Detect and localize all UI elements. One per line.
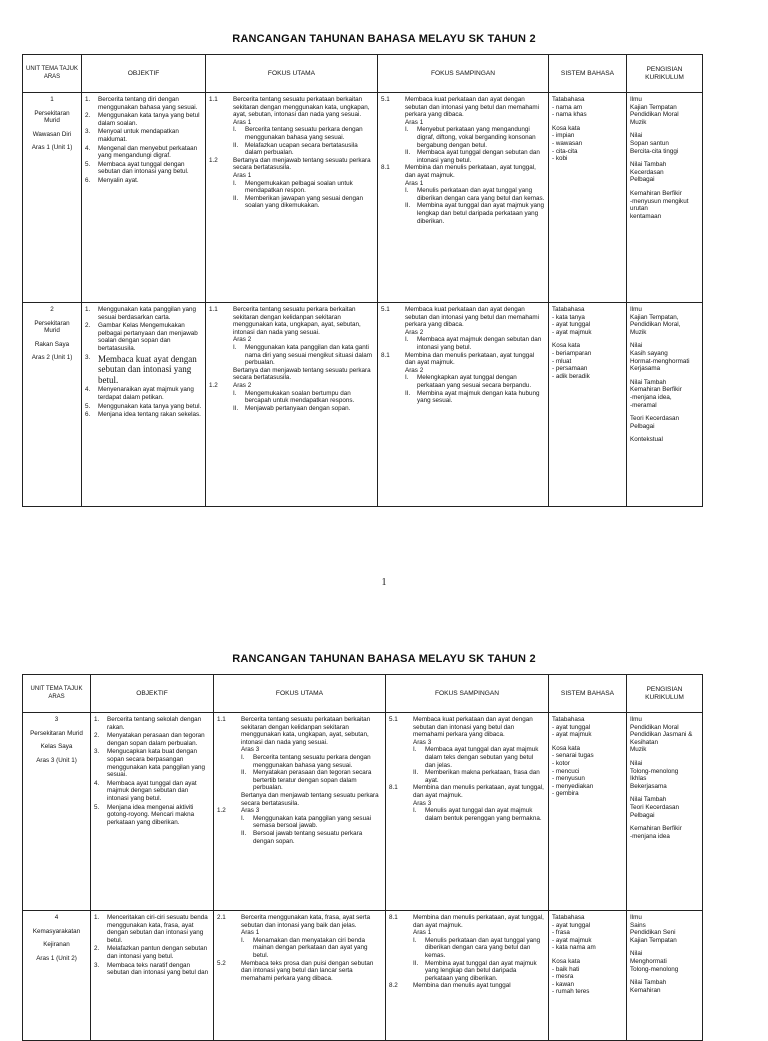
text-line: - ayat tunggal	[552, 723, 591, 731]
text-line: Kemahiran Berfikir	[630, 189, 682, 197]
sub-number: II.	[413, 959, 419, 967]
objektif-list	[94, 716, 210, 826]
unit-line: Kejiranan	[43, 941, 70, 949]
text-line: Nilai Tambah	[630, 979, 667, 987]
sub-text: Menggunakan kata panggilan dan kata ganti nama diri yang sesuai mengikut situasi dalam perbualan.	[245, 343, 373, 367]
clause-number: 8.1	[381, 351, 390, 359]
sub-text: Bercerita tentang sesuatu perkara dengan menggunakan bahasa yang sesuai.	[253, 753, 371, 769]
objektif-cell	[91, 713, 214, 911]
unit-line: Kemasyarakatan	[32, 927, 81, 935]
clause-text: Membaca kuat perkataan dan ayat dengan sebutan dan intonasi yang betul dan memahami perkara yang dibaca.	[405, 306, 540, 329]
sub-number: I.	[233, 389, 237, 397]
clause-number: 5.1	[381, 306, 390, 313]
sub-number: I.	[413, 807, 417, 815]
text-line: - kotor	[552, 759, 570, 767]
text-line: -meramal	[630, 401, 657, 409]
text-line: Aras 1	[233, 118, 252, 126]
sub-text: Menulis perkataan dan ayat tunggal yang diberikan dengan cara yang betul dan kemas.	[417, 187, 545, 202]
text-line: Sopan santun	[630, 139, 669, 147]
text-line: - mesra	[552, 973, 574, 981]
objektif-cell	[91, 911, 214, 1041]
text-line: - nama khas	[552, 111, 587, 119]
text-line	[389, 914, 545, 929]
text-line: Menghormati	[630, 957, 667, 965]
text-line	[217, 960, 382, 983]
sub-text: Bersoal jawab tentang sesuatu perkara dengan sopan.	[253, 829, 363, 845]
text-line: Teori Kecerdasan	[630, 415, 680, 423]
text-line: Pendidikan Jasmani & Kesihatan	[630, 731, 693, 746]
item-number: 2.	[85, 322, 91, 330]
text-line: Muzik	[630, 746, 647, 754]
text-line: Bertanya dan menjawab tentang sesuatu perkara secara bertatasusila.	[233, 366, 371, 382]
sub-text: Melafazkan ucapan secara bertatasusila dalam perbualan.	[245, 141, 358, 157]
text-line: - adik beradik	[552, 372, 590, 380]
text-line: - senarai tugas	[552, 752, 594, 760]
text-line	[217, 716, 382, 746]
text-line: Sains	[630, 921, 646, 929]
table-row	[23, 911, 703, 1041]
item-number: 5.	[85, 402, 91, 410]
header-pengisian: PENGISIAN KURIKULUM	[627, 675, 703, 713]
clause-number: 1.2	[217, 807, 226, 815]
sub-number: I.	[241, 753, 245, 761]
sub-number: II.	[241, 769, 247, 777]
sub-number: II.	[233, 404, 239, 412]
clause-number: 8.2	[389, 982, 398, 990]
clause-text: Membina dan menulis perkataan, ayat tunggal, dan ayat majmuk.	[405, 164, 536, 179]
sub-number: I.	[405, 336, 409, 344]
header-objektif: OBJEKTIF	[91, 675, 214, 713]
unit-line: 3	[54, 716, 59, 723]
text-line: - ayat tunggal	[552, 921, 591, 929]
text-line: - persamaan	[552, 365, 588, 373]
list-item	[94, 962, 210, 977]
text-line	[389, 716, 545, 739]
text-line: Kosa kata	[552, 957, 581, 965]
text-line: - gembira	[552, 790, 579, 798]
item-number: 5.	[94, 803, 100, 811]
text-line: Aras 2	[233, 336, 252, 344]
clause-number: 8.1	[381, 164, 390, 172]
text-line: - ayat majmuk	[552, 936, 592, 944]
unit-cell	[23, 713, 91, 911]
text-line: Nilai Tambah	[630, 161, 667, 169]
clause-text: Bercerita tentang sesuatu perkataan berkaitan sekitaran dengan kelidanpan sekitaran menggunakan kata, ungkapan, ayat, sebutan, intonasi dan nada yang sesuai.	[241, 716, 371, 746]
text-line: Ilmu	[630, 914, 642, 921]
text-line	[389, 982, 545, 990]
text-line: Pendidikan Moral	[630, 723, 679, 731]
item-text: Melafazkan pantun dengan sebutan dan intonasi yang betul.	[107, 945, 208, 960]
fokus-sampingan-cell	[386, 713, 549, 911]
clause-text: Membina dan menulis perkataan, ayat tunggal, dan ayat majmuk.	[413, 914, 544, 929]
text-line: Pendidikan Seni	[630, 929, 676, 937]
text-line: Ilmu	[630, 716, 642, 723]
table-row	[23, 713, 703, 911]
text-line: Nilai	[630, 342, 643, 350]
header-pengisian: PENGISIAN KURIKULUM	[627, 55, 703, 93]
text-line	[217, 830, 382, 845]
item-text: Menggunakan kata tanya yang betul.	[98, 402, 202, 410]
list-item	[94, 804, 210, 827]
item-number: 3.	[94, 961, 100, 969]
text-line: Pelbagai	[630, 422, 655, 430]
text-line: Ikhlas	[630, 775, 647, 783]
clause-number: 1.1	[217, 716, 226, 723]
sub-number: I.	[413, 936, 417, 944]
item-number: 1.	[94, 716, 100, 723]
list-item	[94, 945, 210, 960]
sub-number: II.	[241, 829, 247, 837]
clause-text: Bercerita tentang sesuatu perkataan berkaitan sekitaran dengan menggunakan kata, ungkapan, ayat, sebutan, intonasi dan nada yang sesuai.	[233, 96, 370, 119]
unit-line: Aras 3 (Unit 1)	[36, 756, 77, 764]
text-line: - mluat	[552, 357, 572, 365]
item-number: 1.	[85, 306, 91, 313]
text-line: Aras 2	[405, 328, 424, 336]
text-line: Pendidikan Moral	[630, 111, 679, 119]
item-number: 4.	[85, 144, 91, 152]
text-line: Kosa kata	[552, 342, 581, 350]
objektif-list	[94, 914, 210, 977]
text-line: Kosa kata	[552, 124, 581, 132]
item-number: 1.	[94, 914, 100, 921]
list-item	[94, 732, 210, 747]
text-line: Bercita-cita tinggi	[630, 147, 679, 155]
text-line: - mencuci	[552, 767, 580, 775]
unit-line: 2	[50, 306, 54, 313]
text-line: Pelbagai	[630, 811, 655, 819]
clause-number: 1.2	[209, 156, 218, 164]
sub-number: I.	[233, 343, 237, 351]
clause-number: 1.1	[209, 96, 218, 103]
text-line: Aras 1	[241, 929, 260, 937]
sub-text: Bercerita tentang sesuatu perkara dengan menggunakan bahasa yang sesuai.	[245, 126, 363, 141]
item-text: Membaca kuat ayat dengan sebutan dan intonasi yang betul.	[98, 353, 197, 385]
sub-text: Melengkapkan ayat tunggal dengan perkataan yang sesuai secara berpandu.	[417, 374, 532, 389]
clause-text: Membina dan menulis perkataan, ayat tunggal, dan ayat majmuk.	[413, 784, 544, 799]
clause-text: Bercerita tentang sesuatu perkara berkaitan sekitaran dengan kelidanpan sekitaran menggunakan kata, ungkapan, ayat, sebutan, intonasi dan nada yang sesuai.	[233, 306, 361, 336]
list-item	[94, 716, 210, 731]
sub-text: Menulis ayat tunggal dan ayat majmuk dalam bentuk perenggan yang bermakna.	[425, 807, 542, 822]
text-line	[389, 784, 545, 799]
sub-text: Membina ayat tunggal dan ayat majmuk yang lengkap dan betul daripada perkataan yang diberikan.	[417, 202, 545, 225]
text-line: Teori Kecerdasan	[630, 803, 680, 811]
text-line	[389, 807, 545, 822]
sub-number: I.	[241, 936, 245, 944]
item-text: Menceritakan ciri-ciri sesuatu benda menggunakan kata, frasa, ayat dengan sebutan dan intonasi yang betul.	[107, 914, 208, 944]
sub-number: II.	[233, 141, 239, 149]
clause-text: Membina dan menulis perkataan, ayat tunggal dan ayat majmuk.	[405, 351, 535, 367]
text-line: - frasa	[552, 929, 570, 937]
sub-text: Memberikan makna perkataan, frasa dan ayat.	[425, 769, 540, 784]
sub-text: Mengemukakan soalan bertumpu dan bercapah untuk mendapatkan respons.	[245, 389, 355, 405]
item-text: Mengucapkan kata buat dengan sopan secara berpasangan menggunakan kata panggilan yang sesuai.	[107, 748, 206, 779]
fokus-utama-cell	[214, 713, 386, 911]
clause-number: 8.1	[389, 784, 398, 792]
sub-text: Membaca ayat tunggal dengan sebutan dan intonasi yang betul.	[417, 149, 540, 164]
sub-text: Membaca ayat majmuk dengan sebutan dan intonasi yang betul.	[417, 336, 542, 351]
text-line: Kasih sayang	[630, 349, 668, 357]
sub-text: Membina ayat tunggal dan ayat majmuk yang lengkap dan betul daripada perkataan yang diberikan.	[425, 959, 537, 982]
item-text: Bercerita tentang diri dengan menggunakan bahasa yang sesuai.	[98, 96, 198, 111]
sub-number: I.	[405, 126, 409, 134]
clause-text: Membina dan menulis ayat tunggal	[413, 982, 511, 990]
text-line	[389, 960, 545, 983]
text-line: Bekerjasama	[630, 782, 667, 790]
header-unit: UNIT TEMA TAJUK ARAS	[23, 675, 91, 713]
clause-number: 8.1	[389, 914, 398, 921]
text-line: Tatabahasa	[552, 914, 585, 921]
text-line: - kata nama am	[552, 944, 596, 952]
header-fokus-sampingan: FOKUS SAMPINGAN	[378, 55, 549, 93]
clause-text: Membaca teks prosa dan puisi dengan sebutan dan intonasi yang betul dan lancar serta memahami perkara yang dibaca.	[241, 959, 374, 982]
clause-text: Bertanya dan menjawab tentang sesuatu perkara secara bertatasusila.	[233, 156, 371, 172]
unit-line: Aras 2 (Unit 1)	[31, 354, 73, 362]
sub-text: Menggunakan kata panggilan yang sesuai semasa bersoal jawab.	[253, 814, 371, 830]
unit-line: Kelas Saya	[40, 743, 73, 751]
fokus-utama-cell	[214, 911, 386, 1041]
text-line: Kemahiran	[630, 986, 661, 994]
item-number: 4.	[94, 779, 100, 787]
text-line: - beriamparan	[552, 349, 592, 357]
text-line: Kontekstual	[630, 436, 663, 444]
header-sistem-bahasa: SISTEM BAHASA	[549, 55, 627, 93]
text-line: - ayat tunggal	[552, 321, 591, 329]
text-line: - baik hati	[552, 965, 580, 973]
item-text: Membaca ayat tunggal dengan sebutan dan intonasi yang betul.	[98, 160, 189, 176]
header-row	[23, 675, 703, 713]
item-number: 3.	[85, 128, 91, 136]
sub-text: Menyatakan perasaan dan tegoran secara bertertib teratur dengan sopan dalam perbualan.	[253, 769, 372, 792]
unit-cell	[23, 911, 91, 1041]
text-line	[217, 754, 382, 769]
text-line: - cita-cita	[552, 147, 578, 155]
sub-number: II.	[233, 194, 239, 202]
item-text: Menyoal untuk mendapatkan maklumat.	[98, 128, 179, 143]
text-line: - menyediakan	[552, 782, 594, 790]
page-number: 1	[381, 577, 387, 588]
clause-number: 1.1	[209, 306, 218, 313]
header-objektif: OBJEKTIF	[82, 55, 206, 93]
text-line: Tatabahasa	[552, 716, 585, 723]
clause-number: 2.1	[217, 914, 226, 921]
text-line: Tatabahasa	[552, 306, 585, 313]
item-number: 2.	[85, 112, 91, 120]
item-text: Membaca teks naratif dengan sebutan dan intonasi yang betul dan	[107, 961, 209, 977]
sub-text: Menjawab pertanyaan dengan sopan.	[245, 404, 351, 412]
header-fokus-sampingan: FOKUS SAMPINGAN	[386, 675, 549, 713]
clause-number: 5.2	[217, 959, 226, 967]
item-text: Menggunakan kata panggilan yang sesuai berdasarkan carta.	[98, 306, 197, 321]
text-line	[217, 807, 382, 815]
text-line: Aras 1	[413, 929, 432, 937]
text-line: Kemahiran Berfikir	[630, 386, 682, 394]
text-line: Nilai Tambah	[630, 378, 667, 386]
text-line: Kajian Tempatan	[630, 936, 677, 944]
clause-number: 5.1	[381, 96, 390, 103]
header-sistem-bahasa: SISTEM BAHASA	[549, 675, 627, 713]
text-line: Hormat-menghormati	[630, 357, 690, 365]
text-line: - impian	[552, 132, 575, 140]
text-line: Aras 3	[413, 738, 432, 746]
header-fokus-utama: FOKUS UTAMA	[206, 55, 378, 93]
fokus-sampingan-cell	[386, 911, 549, 1041]
item-number: 2.	[94, 732, 100, 740]
text-line: - kawan	[552, 980, 575, 988]
text-line: Pelbagai	[630, 176, 655, 184]
item-text: Mengenal dan menyebut perkataan yang mengandungi digraf.	[98, 144, 198, 160]
page-title: RANCANGAN TAHUNAN BAHASA MELAYU SK TAHUN 2	[232, 653, 536, 665]
text-line: Kajian Tempatan	[630, 103, 677, 111]
item-number: 5.	[85, 160, 91, 168]
item-text: Menyatakan perasaan dan tegoran dengan sopan dalam perbualan.	[107, 732, 205, 747]
text-line: - kata tanya	[552, 313, 585, 321]
text-line: Muzik	[630, 328, 647, 336]
text-line: Nilai	[630, 950, 643, 958]
text-line: Nilai Tambah	[630, 796, 667, 804]
header-fokus-utama: FOKUS UTAMA	[214, 675, 386, 713]
text-line: Aras 1	[405, 179, 424, 187]
header-unit: UNIT TEMA TAJUK ARAS	[23, 55, 82, 93]
sub-number: I.	[233, 179, 237, 187]
text-line: Aras 2	[405, 366, 424, 374]
clause-text: Membaca kuat perkataan dan ayat dengan sebutan dan intonasi yang betul dan memahami perkara yang dibaca.	[413, 716, 533, 739]
unit-line: Aras 1 (Unit 1)	[31, 144, 73, 152]
text-line: -menjana idea	[630, 832, 670, 840]
unit-line: 1	[50, 96, 54, 103]
item-number: 1.	[85, 96, 91, 103]
sub-number: II.	[413, 769, 419, 777]
item-number: 2.	[94, 945, 100, 953]
text-line: Tolong-menolong	[630, 767, 679, 775]
text-line	[389, 937, 545, 960]
text-line: Kerjasama	[630, 365, 661, 373]
item-number: 3.	[94, 748, 100, 756]
item-number: 6.	[85, 411, 91, 419]
clause-text: Membaca kuat perkataan dan ayat dengan sebutan dan intonasi yang betul dan memahami perkara yang dibaca.	[405, 96, 540, 119]
text-line: -menjana idea,	[630, 393, 672, 401]
item-text: Menggunakan kata tanya yang betul dalam soalan.	[98, 112, 200, 127]
item-number: 6.	[85, 176, 91, 184]
text-line: Aras 3	[241, 746, 260, 754]
list-item	[94, 780, 210, 803]
text-line: Ilmu	[630, 306, 642, 313]
clause-text: Bercerita menggunakan kata, frasa, ayat serta sebutan dan intonasi yang baik dan jelas.	[241, 914, 371, 929]
sub-text: Memberikan jawapan yang sesuai dengan soalan yang dikemukakan.	[245, 194, 363, 210]
unit-line: Persekitaran Murid	[34, 319, 70, 335]
plan-table	[22, 674, 703, 1041]
sub-text: Menyebut perkataan yang mengandungi digraf, diftong, vokal berganding konsonan bergabung dengan betul.	[417, 126, 536, 149]
text-line: - ayat majmuk	[552, 731, 592, 739]
sub-number: II.	[405, 202, 411, 210]
text-line: Bertanya dan menjawab tentang sesuatu perkara secara bertatasusila.	[241, 791, 379, 807]
clause-number: 1.2	[209, 381, 218, 389]
text-line: Kajian Tempatan,	[630, 313, 679, 321]
text-line: -menyusun mengikut urutan	[630, 197, 689, 213]
text-line: Ilmu	[630, 96, 642, 103]
pengisian-cell	[627, 911, 703, 1041]
text-line: kentamaan	[630, 212, 662, 220]
sub-number: I.	[405, 374, 409, 382]
sistem-bahasa-cell	[549, 911, 627, 1041]
text-line	[217, 937, 382, 960]
text-line	[217, 815, 382, 830]
sub-text: Menamakan dan menyatakan ciri benda mainan dengan perkataan dan ayat yang betul.	[253, 936, 368, 959]
text-line: Tatabahasa	[552, 96, 585, 103]
sub-text: Membina ayat majmuk dengan kata hubung yang sesuai.	[417, 389, 540, 405]
item-text: Bercerita tentang sekolah dengan rakan.	[107, 716, 202, 731]
text-line: Pendidikan Moral,	[630, 321, 681, 329]
item-text: Gambar Kelas Mengemukakan pelbagai pertanyaan dan menjawab soalan dengan sopan dan bertatasusila.	[98, 322, 198, 352]
item-text: Menyenaraikan ayat majmuk yang terdapat dalam petikan.	[98, 386, 194, 401]
text-line: Aras 1	[405, 118, 424, 126]
sub-number: II.	[405, 389, 411, 397]
clause-text: Aras 3	[241, 807, 260, 815]
sub-number: I.	[233, 126, 237, 134]
text-line: - wawasan	[552, 139, 583, 147]
text-line: - menyusun	[552, 775, 585, 783]
item-number: 3.	[85, 353, 91, 361]
item-text: Menjana idea mengenai aktiviti gotong-royong. Mencari makna perkataan yang diberikan.	[107, 803, 195, 826]
page-title: RANCANGAN TAHUNAN BAHASA MELAYU SK TAHUN 2	[232, 33, 536, 45]
text-line: - nama am	[552, 103, 583, 111]
sub-number: II.	[405, 149, 411, 157]
text-line: - ayat majmuk	[552, 328, 592, 336]
sistem-bahasa-cell	[549, 713, 627, 911]
item-text: Menyalin ayat.	[98, 176, 139, 184]
text-line: Nilai	[630, 759, 643, 767]
text-line	[389, 746, 545, 769]
sub-text: Membaca ayat tunggal dan ayat majmuk dalam teks dengan sebutan yang betul dan jelas.	[425, 746, 539, 769]
item-text: Membaca ayat tunggal dan ayat majmuk dengan sebutan dan intonasi yang betul.	[107, 779, 197, 802]
text-line: - kobi	[552, 155, 568, 163]
item-number: 4.	[85, 386, 91, 394]
text-line: Tolong-menolong	[630, 965, 679, 973]
pengisian-cell	[627, 713, 703, 911]
text-line: Kemahiran Berfikir	[630, 825, 682, 833]
sub-number: I.	[405, 187, 409, 195]
text-line: Nilai	[630, 132, 643, 140]
clause-number: 5.1	[389, 716, 398, 723]
unit-line: Wawasan Diri	[32, 130, 72, 138]
text-line: Kecerdasan	[630, 168, 664, 176]
sub-text: Menulis perkataan dan ayat tunggal yang diberikan dengan cara yang betul dan kemas.	[425, 936, 541, 959]
item-text: Menjana idea tentang rakan sekelas.	[98, 411, 201, 419]
text-line	[217, 914, 382, 929]
text-line: Aras 3	[413, 799, 432, 807]
unit-line: 4	[54, 914, 59, 921]
list-item	[94, 914, 210, 944]
text-line: - rumah teres	[552, 988, 590, 996]
text-line	[217, 769, 382, 792]
unit-line: Persekitaran Murid	[34, 109, 70, 125]
sub-number: I.	[241, 814, 245, 822]
text-line	[389, 769, 545, 784]
clause-text: Aras 2	[233, 381, 252, 389]
sub-text: Mengemukakan pelbagai soalan untuk mendapatkan respon.	[245, 179, 353, 195]
unit-line: Aras 1 (Unit 2)	[36, 954, 77, 962]
sub-number: I.	[413, 746, 417, 754]
unit-line: Persekitaran Murid	[30, 729, 83, 737]
text-line: Muzik	[630, 118, 647, 126]
text-line: Kosa kata	[552, 744, 581, 752]
text-line: Aras 1	[233, 171, 252, 179]
list-item	[94, 748, 210, 778]
unit-line: Rakan Saya	[34, 340, 70, 348]
